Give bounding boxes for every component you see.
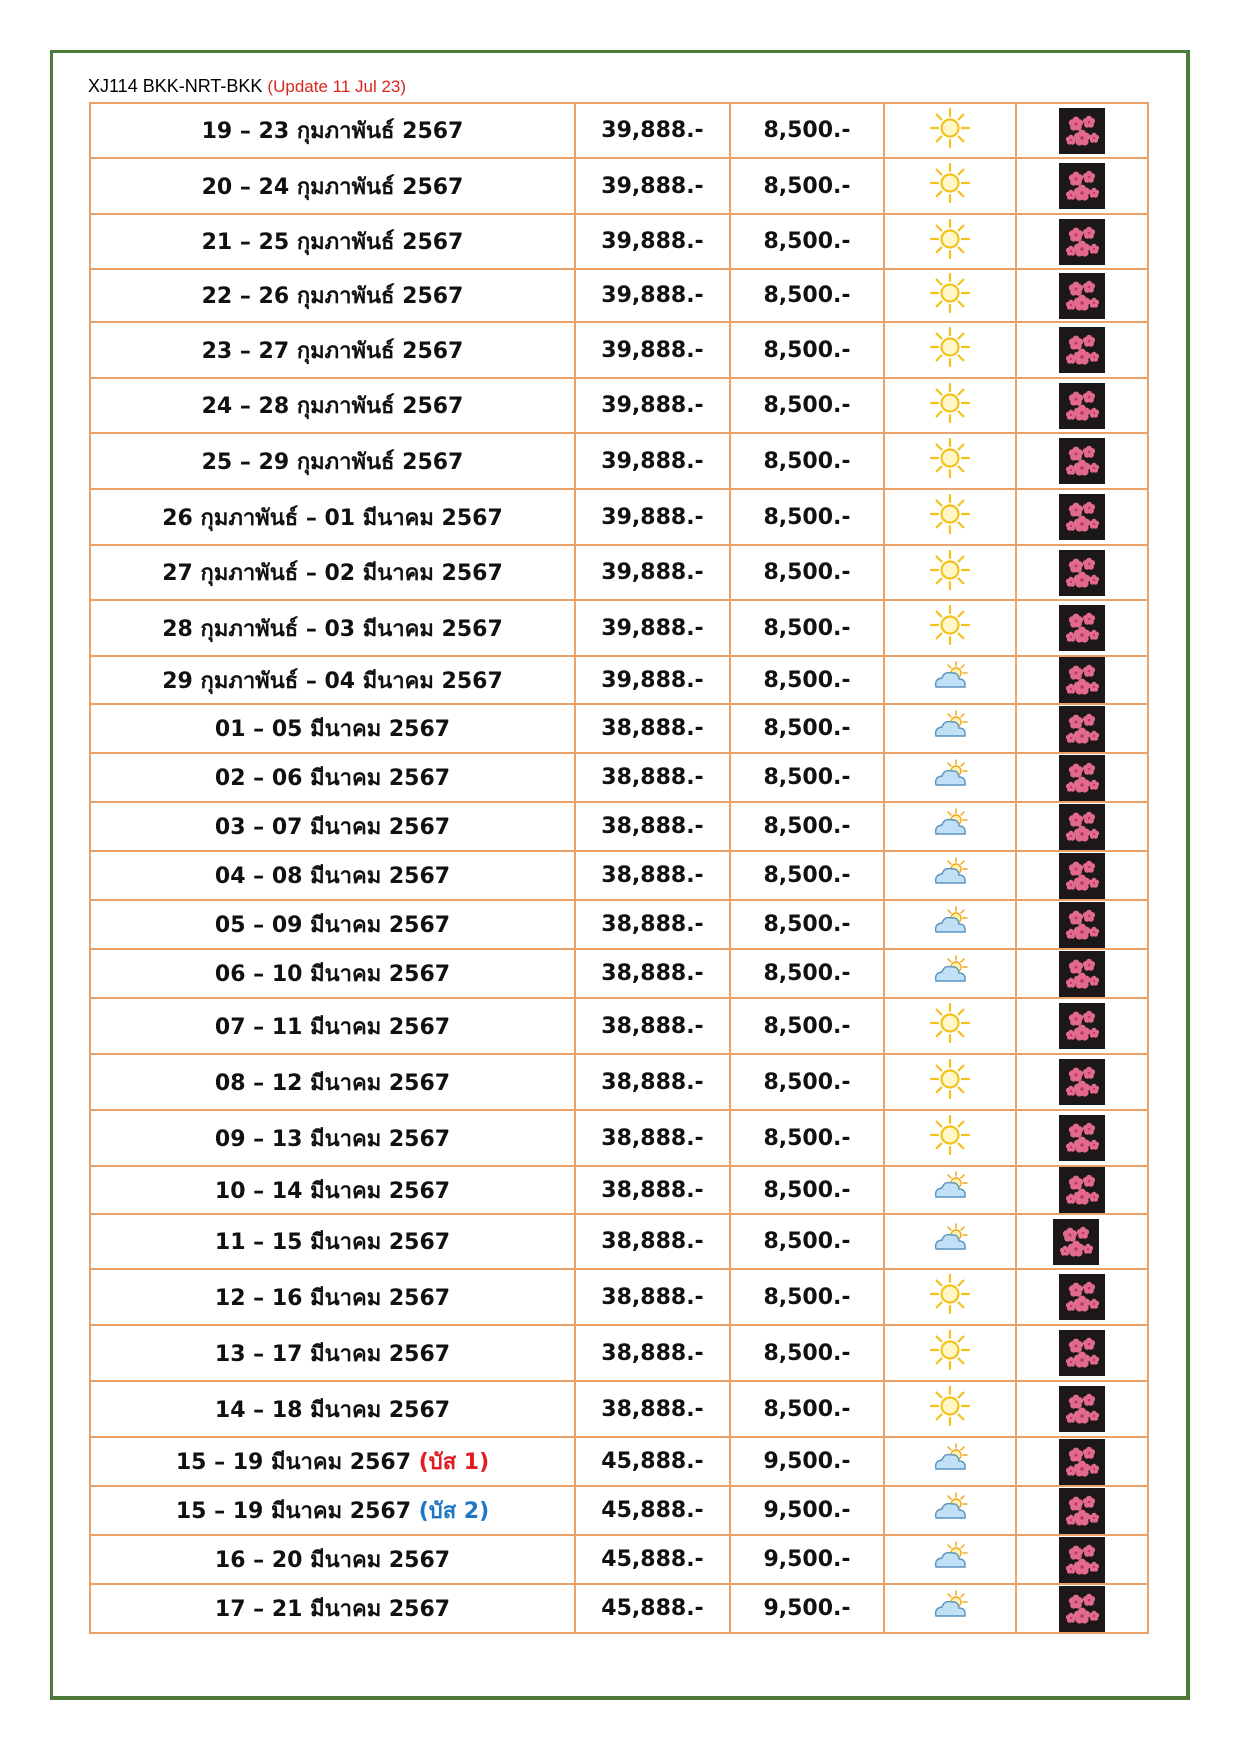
travel-date: 15 – 19 มีนาคม 2567 <box>175 1450 412 1475</box>
sakura-flower-icon <box>1059 605 1105 651</box>
travel-date-cell <box>90 545 575 600</box>
travel-date-cell <box>90 103 575 158</box>
table-row <box>90 1214 1148 1269</box>
table-row <box>90 704 1148 753</box>
sakura-cell <box>1016 600 1148 656</box>
sakura-cell <box>1016 1584 1148 1633</box>
weather-cell <box>884 489 1016 545</box>
table-row <box>90 656 1148 704</box>
price-table-body <box>90 103 1148 1633</box>
travel-date: 04 – 08 มีนาคม 2567 <box>214 864 451 889</box>
sakura-flower-icon <box>1059 273 1105 319</box>
sakura-flower-icon <box>1059 1537 1105 1583</box>
travel-date-cell <box>90 1486 575 1535</box>
travel-date-cell <box>90 656 575 704</box>
supplement-cell: 8,500.- <box>730 378 884 433</box>
partly-cloudy-icon <box>928 659 972 695</box>
travel-date-cell <box>90 600 575 656</box>
sakura-flower-icon <box>1059 1386 1105 1432</box>
sun-icon <box>928 1113 972 1157</box>
sakura-cell <box>1016 433 1148 489</box>
travel-date-cell <box>90 1325 575 1381</box>
sakura-cell <box>1016 103 1148 158</box>
sakura-flower-icon <box>1059 1059 1105 1105</box>
partly-cloudy-icon <box>928 806 972 842</box>
sakura-cell <box>1016 802 1148 851</box>
sakura-cell <box>1016 900 1148 949</box>
sakura-cell <box>1016 1214 1148 1269</box>
price-cell: 45,888.- <box>575 1437 730 1486</box>
sun-icon <box>928 1001 972 1045</box>
price-cell: 45,888.- <box>575 1535 730 1584</box>
sakura-cell <box>1016 269 1148 322</box>
price-cell: 38,888.- <box>575 851 730 900</box>
supplement-cell: 9,500.- <box>730 1535 884 1584</box>
sakura-cell <box>1016 1486 1148 1535</box>
sakura-flower-icon <box>1059 1274 1105 1320</box>
price-cell: 39,888.- <box>575 433 730 489</box>
price-cell: 38,888.- <box>575 1381 730 1437</box>
table-row <box>90 600 1148 656</box>
table-row <box>90 158 1148 214</box>
table-row <box>90 214 1148 269</box>
table-row <box>90 1381 1148 1437</box>
weather-cell <box>884 900 1016 949</box>
supplement-cell: 8,500.- <box>730 489 884 545</box>
sakura-flower-icon <box>1059 1167 1105 1213</box>
sakura-cell <box>1016 851 1148 900</box>
sun-icon <box>928 381 972 425</box>
sakura-cell <box>1016 378 1148 433</box>
sakura-flower-icon <box>1053 1219 1099 1265</box>
sakura-cell <box>1016 753 1148 802</box>
table-row <box>90 1110 1148 1166</box>
partly-cloudy-icon <box>928 1169 972 1205</box>
supplement-cell: 8,500.- <box>730 998 884 1054</box>
travel-date: 26 กุมภาพันธ์ – 01 มีนาคม 2567 <box>162 505 503 531</box>
sakura-flower-icon <box>1059 804 1105 850</box>
weather-cell <box>884 1054 1016 1110</box>
table-row <box>90 900 1148 949</box>
supplement-cell: 8,500.- <box>730 1110 884 1166</box>
update-note: (Update 11 Jul 23) <box>267 77 407 96</box>
price-cell: 38,888.- <box>575 704 730 753</box>
sun-icon <box>928 1328 972 1372</box>
weather-cell <box>884 1214 1016 1269</box>
sakura-cell <box>1016 1437 1148 1486</box>
supplement-cell: 8,500.- <box>730 1054 884 1110</box>
sakura-cell <box>1016 949 1148 998</box>
partly-cloudy-icon <box>928 1539 972 1575</box>
sakura-cell <box>1016 704 1148 753</box>
travel-date: 24 – 28 กุมภาพันธ์ 2567 <box>201 394 464 419</box>
table-row <box>90 1486 1148 1535</box>
partly-cloudy-icon <box>928 708 972 744</box>
sun-icon <box>928 492 972 536</box>
partly-cloudy-icon <box>928 855 972 891</box>
sakura-cell <box>1016 214 1148 269</box>
sun-icon <box>928 325 972 369</box>
travel-date-cell <box>90 1054 575 1110</box>
sakura-cell <box>1016 322 1148 378</box>
weather-cell <box>884 600 1016 656</box>
table-row <box>90 753 1148 802</box>
sun-icon <box>928 548 972 592</box>
price-cell: 38,888.- <box>575 1269 730 1325</box>
weather-cell <box>884 802 1016 851</box>
supplement-cell: 8,500.- <box>730 802 884 851</box>
partly-cloudy-icon <box>928 1490 972 1526</box>
travel-date-cell <box>90 214 575 269</box>
travel-date: 17 – 21 มีนาคม 2567 <box>214 1597 451 1622</box>
travel-date-cell <box>90 1110 575 1166</box>
bus-label: (บัส 2) <box>418 1499 490 1524</box>
sakura-cell <box>1016 1325 1148 1381</box>
sakura-flower-icon <box>1059 1115 1105 1161</box>
sakura-flower-icon <box>1059 108 1105 154</box>
sun-icon <box>928 106 972 150</box>
sakura-cell <box>1016 1054 1148 1110</box>
table-row <box>90 949 1148 998</box>
travel-date: 07 – 11 มีนาคม 2567 <box>214 1014 451 1040</box>
travel-date: 01 – 05 มีนาคม 2567 <box>214 717 451 742</box>
table-row <box>90 1437 1148 1486</box>
sun-icon <box>928 161 972 205</box>
weather-cell <box>884 851 1016 900</box>
price-cell: 39,888.- <box>575 214 730 269</box>
supplement-cell: 8,500.- <box>730 600 884 656</box>
sun-icon <box>928 217 972 261</box>
travel-date: 09 – 13 มีนาคม 2567 <box>214 1126 451 1152</box>
table-row <box>90 103 1148 158</box>
sun-icon <box>928 1057 972 1101</box>
table-row <box>90 1535 1148 1584</box>
weather-cell <box>884 269 1016 322</box>
weather-cell <box>884 1110 1016 1166</box>
sakura-flower-icon <box>1059 951 1105 997</box>
supplement-cell: 8,500.- <box>730 900 884 949</box>
travel-date-cell <box>90 802 575 851</box>
travel-date: 12 – 16 มีนาคม 2567 <box>214 1285 451 1311</box>
supplement-cell: 8,500.- <box>730 851 884 900</box>
supplement-cell: 8,500.- <box>730 704 884 753</box>
table-row <box>90 433 1148 489</box>
travel-date-cell <box>90 851 575 900</box>
price-cell: 39,888.- <box>575 600 730 656</box>
sakura-cell <box>1016 489 1148 545</box>
travel-date: 02 – 06 มีนาคม 2567 <box>214 766 451 791</box>
price-cell: 45,888.- <box>575 1486 730 1535</box>
route-title: XJ114 BKK-NRT-BKK <box>88 76 263 96</box>
supplement-cell: 8,500.- <box>730 656 884 704</box>
price-cell: 38,888.- <box>575 1054 730 1110</box>
sakura-cell <box>1016 1166 1148 1214</box>
partly-cloudy-icon <box>928 1441 972 1477</box>
sakura-flower-icon <box>1059 902 1105 948</box>
supplement-cell: 9,500.- <box>730 1584 884 1633</box>
travel-date-cell <box>90 704 575 753</box>
sakura-flower-icon <box>1059 494 1105 540</box>
sakura-cell <box>1016 1381 1148 1437</box>
supplement-cell: 8,500.- <box>730 753 884 802</box>
travel-date-cell <box>90 378 575 433</box>
supplement-cell: 9,500.- <box>730 1437 884 1486</box>
travel-date-cell <box>90 1535 575 1584</box>
travel-date: 23 – 27 กุมภาพันธ์ 2567 <box>201 338 464 364</box>
supplement-cell: 8,500.- <box>730 545 884 600</box>
table-row <box>90 998 1148 1054</box>
price-cell: 38,888.- <box>575 949 730 998</box>
travel-date-cell <box>90 489 575 545</box>
bus-label: (บัส 1) <box>418 1450 490 1475</box>
weather-cell <box>884 1437 1016 1486</box>
travel-date: 29 กุมภาพันธ์ – 04 มีนาคม 2567 <box>162 668 503 694</box>
sakura-flower-icon <box>1059 383 1105 429</box>
partly-cloudy-icon <box>928 1221 972 1257</box>
supplement-cell: 8,500.- <box>730 269 884 322</box>
price-cell: 38,888.- <box>575 1166 730 1214</box>
document-header <box>88 76 406 97</box>
travel-date: 03 – 07 มีนาคม 2567 <box>214 815 451 840</box>
sakura-cell <box>1016 1269 1148 1325</box>
price-cell: 39,888.- <box>575 378 730 433</box>
price-cell: 39,888.- <box>575 269 730 322</box>
travel-date-cell <box>90 1166 575 1214</box>
travel-date: 14 – 18 มีนาคม 2567 <box>214 1397 451 1423</box>
weather-cell <box>884 949 1016 998</box>
sakura-flower-icon <box>1059 219 1105 265</box>
travel-date: 25 – 29 กุมภาพันธ์ 2567 <box>201 449 464 475</box>
price-cell: 45,888.- <box>575 1584 730 1633</box>
sakura-flower-icon <box>1059 1439 1105 1485</box>
table-row <box>90 378 1148 433</box>
weather-cell <box>884 433 1016 489</box>
table-row <box>90 851 1148 900</box>
table-row <box>90 1325 1148 1381</box>
weather-cell <box>884 1486 1016 1535</box>
partly-cloudy-icon <box>928 1588 972 1624</box>
price-cell: 39,888.- <box>575 489 730 545</box>
travel-date: 28 กุมภาพันธ์ – 03 มีนาคม 2567 <box>162 616 503 642</box>
price-cell: 39,888.- <box>575 103 730 158</box>
supplement-cell: 8,500.- <box>730 158 884 214</box>
partly-cloudy-icon <box>928 904 972 940</box>
travel-date-cell <box>90 322 575 378</box>
sakura-flower-icon <box>1059 163 1105 209</box>
table-row <box>90 489 1148 545</box>
partly-cloudy-icon <box>928 953 972 989</box>
weather-cell <box>884 656 1016 704</box>
travel-date-cell <box>90 1214 575 1269</box>
supplement-cell: 8,500.- <box>730 433 884 489</box>
supplement-cell: 8,500.- <box>730 949 884 998</box>
supplement-cell: 8,500.- <box>730 1166 884 1214</box>
weather-cell <box>884 704 1016 753</box>
travel-date-cell <box>90 1437 575 1486</box>
weather-cell <box>884 158 1016 214</box>
weather-cell <box>884 1584 1016 1633</box>
table-row <box>90 1269 1148 1325</box>
sakura-flower-icon <box>1059 1003 1105 1049</box>
sakura-flower-icon <box>1059 438 1105 484</box>
weather-cell <box>884 1269 1016 1325</box>
sakura-flower-icon <box>1059 1488 1105 1534</box>
travel-date: 05 – 09 มีนาคม 2567 <box>214 913 451 938</box>
travel-date-cell <box>90 269 575 322</box>
travel-date: 10 – 14 มีนาคม 2567 <box>214 1178 451 1204</box>
travel-date-cell <box>90 753 575 802</box>
sun-icon <box>928 1384 972 1428</box>
supplement-cell: 8,500.- <box>730 103 884 158</box>
sun-icon <box>928 271 972 315</box>
travel-date-cell <box>90 1381 575 1437</box>
travel-date-cell <box>90 1584 575 1633</box>
travel-date-cell <box>90 998 575 1054</box>
travel-date: 11 – 15 มีนาคม 2567 <box>214 1230 451 1255</box>
sakura-cell <box>1016 158 1148 214</box>
sun-icon <box>928 436 972 480</box>
partly-cloudy-icon <box>928 757 972 793</box>
sakura-flower-icon <box>1059 755 1105 801</box>
sakura-cell <box>1016 656 1148 704</box>
price-cell: 38,888.- <box>575 1214 730 1269</box>
weather-cell <box>884 322 1016 378</box>
table-row <box>90 269 1148 322</box>
supplement-cell: 8,500.- <box>730 322 884 378</box>
travel-date-cell <box>90 1269 575 1325</box>
price-cell: 39,888.- <box>575 322 730 378</box>
travel-date-cell <box>90 158 575 214</box>
sakura-flower-icon <box>1059 706 1105 752</box>
travel-date: 21 – 25 กุมภาพันธ์ 2567 <box>201 230 464 255</box>
price-cell: 38,888.- <box>575 802 730 851</box>
sun-icon <box>928 603 972 647</box>
weather-cell <box>884 1166 1016 1214</box>
table-row <box>90 322 1148 378</box>
sakura-flower-icon <box>1059 327 1105 373</box>
sakura-flower-icon <box>1059 1330 1105 1376</box>
travel-date: 08 – 12 มีนาคม 2567 <box>214 1070 451 1096</box>
price-cell: 38,888.- <box>575 753 730 802</box>
travel-date: 20 – 24 กุมภาพันธ์ 2567 <box>201 174 464 200</box>
travel-date: 22 – 26 กุมภาพันธ์ 2567 <box>201 284 464 309</box>
supplement-cell: 8,500.- <box>730 1214 884 1269</box>
price-cell: 38,888.- <box>575 900 730 949</box>
sakura-flower-icon <box>1059 1586 1105 1632</box>
supplement-cell: 8,500.- <box>730 1381 884 1437</box>
price-cell: 39,888.- <box>575 656 730 704</box>
supplement-cell: 8,500.- <box>730 1269 884 1325</box>
sakura-cell <box>1016 1535 1148 1584</box>
sakura-flower-icon <box>1059 657 1105 703</box>
price-cell: 39,888.- <box>575 545 730 600</box>
travel-date-cell <box>90 433 575 489</box>
sakura-cell <box>1016 545 1148 600</box>
supplement-cell: 9,500.- <box>730 1486 884 1535</box>
price-table <box>89 102 1149 1634</box>
price-cell: 38,888.- <box>575 1325 730 1381</box>
travel-date: 15 – 19 มีนาคม 2567 <box>175 1499 412 1524</box>
weather-cell <box>884 1381 1016 1437</box>
travel-date-cell <box>90 900 575 949</box>
weather-cell <box>884 103 1016 158</box>
sakura-cell <box>1016 1110 1148 1166</box>
travel-date-cell <box>90 949 575 998</box>
travel-date: 16 – 20 มีนาคม 2567 <box>214 1548 451 1573</box>
weather-cell <box>884 1535 1016 1584</box>
sakura-flower-icon <box>1059 853 1105 899</box>
travel-date: 06 – 10 มีนาคม 2567 <box>214 962 451 987</box>
weather-cell <box>884 998 1016 1054</box>
table-row <box>90 1584 1148 1633</box>
weather-cell <box>884 1325 1016 1381</box>
table-row <box>90 1054 1148 1110</box>
price-cell: 39,888.- <box>575 158 730 214</box>
supplement-cell: 8,500.- <box>730 1325 884 1381</box>
supplement-cell: 8,500.- <box>730 214 884 269</box>
weather-cell <box>884 378 1016 433</box>
travel-date: 27 กุมภาพันธ์ – 02 มีนาคม 2567 <box>162 561 503 586</box>
price-cell: 38,888.- <box>575 1110 730 1166</box>
table-row <box>90 1166 1148 1214</box>
table-row <box>90 545 1148 600</box>
sun-icon <box>928 1272 972 1316</box>
travel-date: 19 – 23 กุมภาพันธ์ 2567 <box>201 119 464 144</box>
weather-cell <box>884 545 1016 600</box>
table-row <box>90 802 1148 851</box>
weather-cell <box>884 753 1016 802</box>
weather-cell <box>884 214 1016 269</box>
travel-date: 13 – 17 มีนาคม 2567 <box>214 1341 451 1367</box>
sakura-flower-icon <box>1059 550 1105 596</box>
sakura-cell <box>1016 998 1148 1054</box>
price-cell: 38,888.- <box>575 998 730 1054</box>
